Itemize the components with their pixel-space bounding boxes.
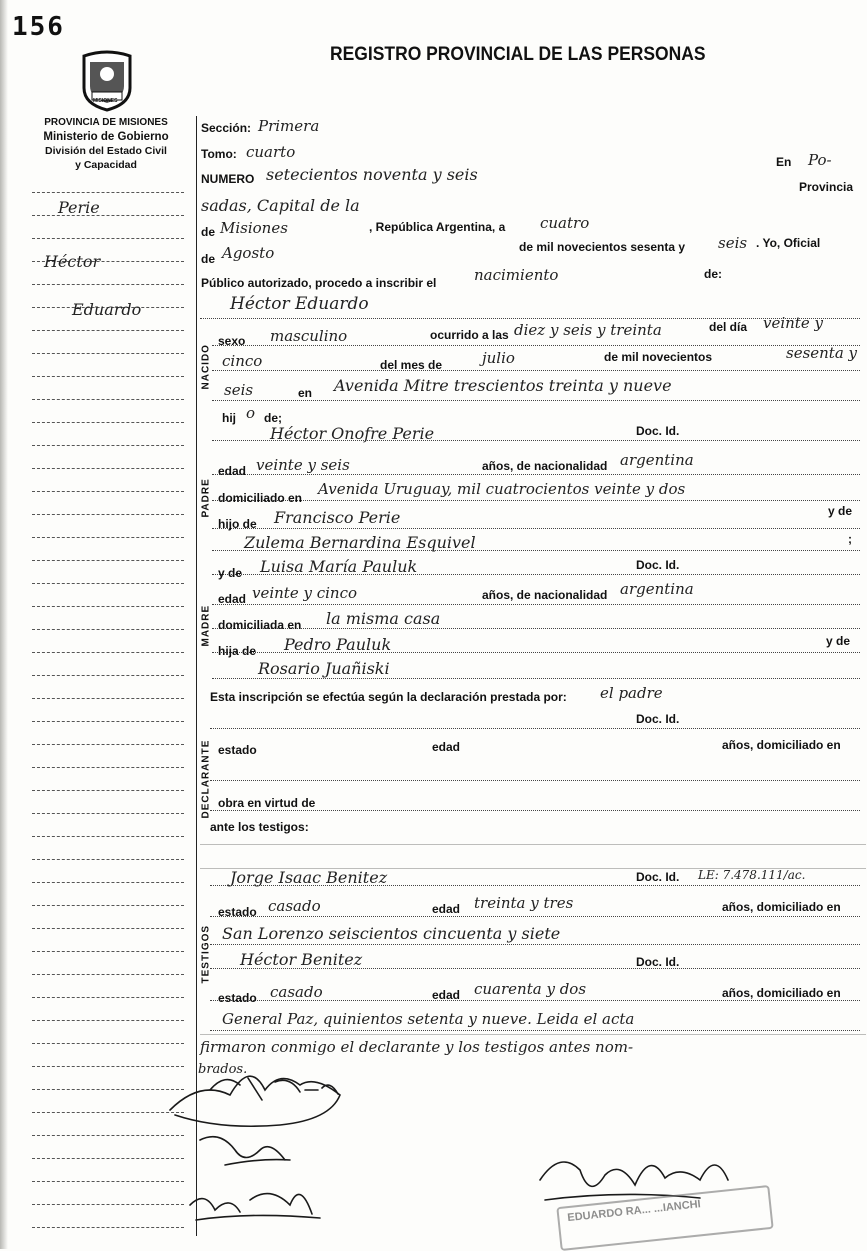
tomo-label: Tomo: [201,147,237,161]
margin-rule [32,675,184,676]
madre-dom-value: la misma casa [326,609,441,628]
margin-rule [32,215,184,216]
testigo2-estado-label: estado [218,991,257,1005]
dia-value: cuatro [540,214,590,232]
seccion-label: Sección: [201,121,252,135]
margin-rule [32,1089,184,1090]
nacido-nombre: Héctor Eduardo [230,294,369,314]
declaracion-label: Esta inscripción se efectúa según la declaración prestada por: [210,690,567,704]
issuer-ministry: Ministerio de Gobierno [43,131,169,143]
section-label-declarante: DECLARANTE [200,739,212,819]
body-rule [210,780,860,781]
margin-rule [32,468,184,469]
signature-testigo-2 [190,1194,320,1220]
numero-label: NUMERO [201,172,255,186]
testigo2-doc-label: Doc. Id. [636,955,680,969]
hij-de-label: de; [264,411,282,425]
madre-nac-label: años, de nacionalidad [482,588,608,602]
madre-nac-value: argentina [620,580,694,598]
testigo1-estado-label: estado [218,905,257,919]
page-number: 156 [12,12,65,42]
margin-rule [32,790,184,791]
issuer-division: División del Estado Civil [45,145,167,157]
page-fold-shadow [0,0,8,1249]
body-rule [212,400,860,401]
anio-value: seis [718,234,748,252]
cierre-line-1: firmaron conmigo el declarante y los testigos antes nom- [200,1038,634,1056]
margin-rule [32,1158,184,1159]
testigo1-nombre: Jorge Isaac Benitez [230,868,388,887]
de2-label: de [201,252,216,266]
dia-value: veinte y [763,314,823,332]
testigos-intro: ante los testigos: [210,820,309,834]
ocurrido-label: ocurrido a las [430,328,509,342]
declarante-dom-label: años, domiciliado en [722,738,841,752]
margin-rule [32,744,184,745]
sexo-label: sexo [218,334,246,348]
hijo-padre-value: Francisco Perie [274,508,401,527]
margin-rule [32,353,184,354]
sexo-value: masculino [270,327,348,345]
margin-rule [32,583,184,584]
madre-dom-label: domiciliada en [218,618,302,632]
body-rule [210,944,860,945]
testigo1-estado-value: casado [268,897,321,915]
hija-de-label: hija de [218,644,257,658]
en-label: en [298,386,313,400]
body-rule [212,604,860,605]
body-rule [210,1030,860,1031]
margin-rule [32,813,184,814]
margin-name-1: Héctor [44,252,101,271]
padre-edad-label: edad [218,464,247,478]
body-rule [212,345,860,346]
testigo2-edad-value: cuarenta y dos [474,980,587,998]
lugar-value: Avenida Mitre trescientos treinta y nueve [334,376,672,395]
de-label: de [201,225,216,239]
margin-rule [32,1066,184,1067]
testigo1-doc-value: LE: 7.478.111/ac. [698,868,806,882]
margin-rule [32,1135,184,1136]
margin-rule [32,192,184,193]
madre-doc-label: Doc. Id. [636,558,680,572]
margin-rule [32,376,184,377]
margin-rule [32,560,184,561]
margin-rule [32,928,184,929]
margin-rule [32,859,184,860]
numero-value: setecientos noventa y seis [266,165,478,184]
margin-rule [32,1181,184,1182]
margin-rule [32,399,184,400]
body-rule [212,370,860,371]
hija-padre-value: Pedro Pauluk [284,635,392,654]
padre-edad-value: veinte y seis [256,456,350,474]
section-rule [200,844,866,845]
testigo1-dom-label: años, domiciliado en [722,900,841,914]
margin-rule [32,767,184,768]
hijo-madre-value: Zulema Bernardina Esquivel [244,533,476,552]
declarante-obra-label: obra en virtud de [218,796,316,810]
margin-rule [32,1227,184,1228]
margin-rule [32,652,184,653]
declarante-doc-label: Doc. Id. [636,712,680,726]
margin-rule [32,606,184,607]
margin-rule [32,330,184,331]
declarante-edad-label: edad [432,740,461,754]
testigo2-dom-label: años, domiciliado en [722,986,841,1000]
margin-surname: Perie [58,198,100,217]
body-rule [212,474,860,475]
body-rule [210,810,860,811]
padre-dom-value: Avenida Uruguay, mil cuatrocientos veinte y dos [318,480,686,498]
anio-value: sesenta y [786,344,858,362]
official-stamp [556,1185,773,1251]
issuer-province: PROVINCIA DE MISIONES [44,117,168,128]
signature-testigo-1 [200,1137,290,1165]
acto-value: nacimiento [474,266,559,284]
madre-edad-label: edad [218,592,247,606]
testigo1-edad-label: edad [432,902,461,916]
body-rule [200,318,860,319]
seccion-value: Primera [258,117,320,135]
margin-rule [32,514,184,515]
tomo-value: cuarto [246,143,296,161]
anio-value-2: seis [224,381,254,399]
anio-label: de mil novecientos sesenta y [519,240,686,254]
section-label-madre: MADRE [200,604,212,647]
margin-rule [32,537,184,538]
hij-value: o [246,404,256,422]
en-value: Po- [808,151,832,169]
madre-yde2-label: y de [826,634,851,648]
body-rule [212,500,860,501]
testigo2-dom-value: General Paz, quinientos setenta y nueve. Leida el acta [222,1010,635,1028]
provincia-label: Provincia [799,180,854,194]
testigo2-estado-value: casado [270,983,323,1001]
publico-label: Público autorizado, procedo a inscribir el [201,276,437,290]
margin-divider [196,116,197,1236]
padre-semicolon: ; [848,532,852,546]
body-rule [212,678,860,679]
oficial-label: . Yo, Oficial [756,236,821,250]
margin-rule [32,629,184,630]
republica-label: , República Argentina, a [369,220,506,234]
padre-doc-label: Doc. Id. [636,424,680,438]
margin-rule [32,445,184,446]
section-label-testigos: TESTIGOS [200,924,212,984]
margin-rule [32,238,184,239]
hijo-de-label: hijo de [218,517,257,531]
testigo2-edad-label: edad [432,988,461,1002]
mes-value: julio [482,349,515,367]
margin-rule [32,951,184,952]
margin-rule [32,905,184,906]
margin-rule [32,422,184,423]
declarante-estado-label: estado [218,743,257,757]
del-dia-label: del día [709,320,748,334]
margin-name-2: Eduardo [72,300,142,319]
testigo1-doc-label: Doc. Id. [636,870,680,884]
cierre-line-2: brados. [198,1062,248,1077]
margin-rule [32,1020,184,1021]
margin-rule [32,836,184,837]
margin-rule [32,1043,184,1044]
signature-declarante-name [210,1078,338,1100]
margin-rule [32,974,184,975]
provincia-value: Misiones [220,219,288,237]
section-rule [200,1034,866,1035]
hij-label: hij [222,411,236,425]
margin-rule [32,1112,184,1113]
padre-nac-label: años, de nacionalidad [482,459,608,473]
madre-nombre: Luisa María Pauluk [260,557,418,576]
body-rule [210,916,860,917]
de-colon-label: de: [704,267,722,281]
margin-rule [32,997,184,998]
anio-label: de mil novecientos [604,350,713,364]
body-rule [212,628,860,629]
testigo1-edad-value: treinta y tres [474,894,574,912]
issuer-division-2: y Capacidad [75,159,137,171]
section-label-nacido: NACIDO [200,344,212,390]
body-rule [212,528,860,529]
document-title: REGISTRO PROVINCIAL DE LAS PERSONAS [330,44,706,65]
padre-nac-value: argentina [620,451,694,469]
hija-madre-value: Rosario Juañiski [258,659,390,678]
ciudad-value: sadas, Capital de la [201,196,360,215]
hora-value: diez y seis y treinta [514,321,662,339]
seal-text: MISIONES [93,98,118,104]
padre-nombre: Héctor Onofre Perie [270,424,435,443]
en-label: En [776,155,792,169]
testigo1-dom-value: San Lorenzo seiscientos cincuenta y siete [222,924,561,943]
madre-yde-label: y de [218,566,243,580]
margin-rule [32,721,184,722]
mes-label: del mes de [380,358,443,372]
mes-value: Agosto [222,244,275,262]
dia-value-2: cinco [222,352,263,370]
section-label-padre: PADRE [200,478,212,518]
stamp-text: EDUARDO RA... ...IANCHI [566,1198,702,1225]
madre-edad-value: veinte y cinco [252,584,358,602]
margin-rule [32,284,184,285]
testigo2-nombre: Héctor Benitez [240,950,363,969]
margin-rule [32,1204,184,1205]
margin-rule [32,882,184,883]
margin-rule [32,491,184,492]
margin-rule [32,698,184,699]
body-rule [210,728,860,729]
padre-dom-label: domiciliado en [218,491,303,505]
padre-yde-label: y de [828,504,853,518]
declaracion-value: el padre [600,684,663,702]
